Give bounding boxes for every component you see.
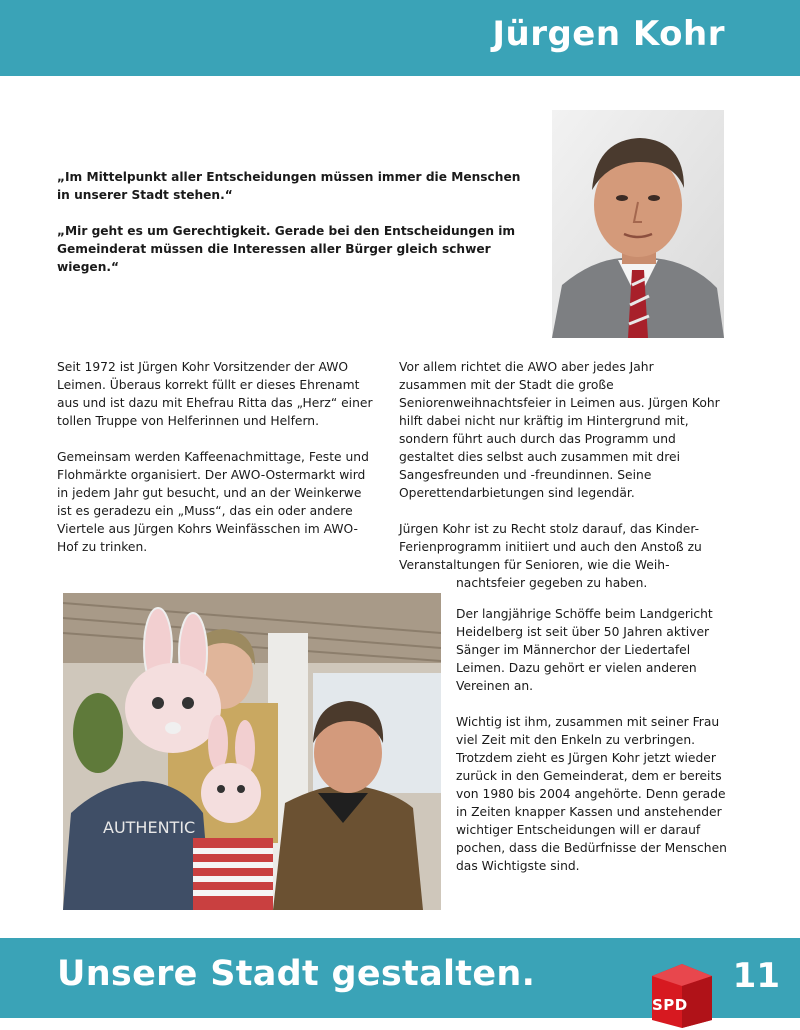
family-photo bbox=[63, 593, 441, 910]
paragraph bbox=[399, 520, 725, 592]
portrait-illustration bbox=[552, 110, 724, 338]
paragraph: Der langjährige Schöffe beim Landgericht Heidelberg ist seit über 50 Jahren aktiver Sänger im Männerchor der Liedertafel Leimen. Dazu gehört er vielen anderen Vereinen an. bbox=[456, 607, 713, 693]
text-column-left bbox=[57, 358, 375, 574]
quotes-block bbox=[57, 168, 537, 294]
page-title: Jürgen Kohr bbox=[492, 14, 725, 54]
paragraph: Wichtig ist ihm, zusammen mit seiner Frau viel Zeit mit den Enkeln zu verbringen. Trotzdem zieht es Jürgen Kohr jetzt wieder zurück in den Gemeinderat, dem er bereits von 1980 bis 2004 angehörte. Denn gerade in Zeiten knapper Kassen und anstehender wichtiger Entscheidungen will er darauf pochen, dass die Bedürfnisse der Menschen das Wichtigste sind. bbox=[456, 715, 727, 873]
paragraph: Gemeinsam werden Kaffeenachmittage, Feste und Flohmärkte organisiert. Der AWO-Ostermarkt wird in jedem Jahr gut besucht, und an der Weinkerwe ist es geradezu ein „Muss“, das ein oder andere Viertele aus Jürgen Kohrs Weinfässchen im AWO-Hof zu trinken. bbox=[57, 450, 369, 554]
paragraph-tail: nachtsfeier gegeben zu haben. bbox=[456, 576, 648, 590]
shirt-print: AUTHENTIC bbox=[103, 818, 196, 837]
paragraph: Seit 1972 ist Jürgen Kohr Vorsitzender der AWO Leimen. Überaus korrekt füllt er dieses Ehrenamt aus und ist dazu mit Ehefrau Ritta das „Herz“ einer tollen Truppe von Helferinnen und Helfern. bbox=[57, 360, 373, 428]
spd-logo-text: SPD bbox=[652, 996, 688, 1014]
quote: „Im Mittelpunkt aller Entscheidungen müssen immer die Menschen in unserer Stadt stehen.“ bbox=[57, 170, 521, 202]
footer-slogan: Unsere Stadt gestalten. bbox=[57, 954, 536, 994]
header-bar bbox=[0, 0, 800, 76]
family-photo-illustration bbox=[63, 593, 441, 910]
text-column-bottom bbox=[456, 605, 731, 893]
page-number: 11 bbox=[732, 956, 780, 996]
portrait-photo bbox=[552, 110, 724, 338]
spd-logo-icon bbox=[646, 956, 718, 1028]
paragraph: Vor allem richtet die AWO aber jedes Jahr zusammen mit der Stadt die große Seniorenweihnachtsfeier in Leimen aus. Jürgen Kohr hilft dabei nicht nur kräftig im Hintergrund mit, sondern führt auch durch das Programm und gestaltet dies selbst auch zusammen mit drei Sangesfreunden und -freundinnen. Seine Operettendarbietungen sind legendär. bbox=[399, 360, 720, 500]
quote: „Mir geht es um Gerechtigkeit. Gerade bei den Entscheidungen im Gemeinderat müssen die Interessen aller Bürger gleich schwer wiegen.“ bbox=[57, 224, 516, 274]
text-column-right bbox=[399, 358, 725, 592]
paragraph-main: Jürgen Kohr ist zu Recht stolz darauf, das Kinder-Ferienprogramm initiiert und auch den Anstoß zu Veranstaltungen für Senioren, wie die Weih- bbox=[399, 522, 702, 572]
